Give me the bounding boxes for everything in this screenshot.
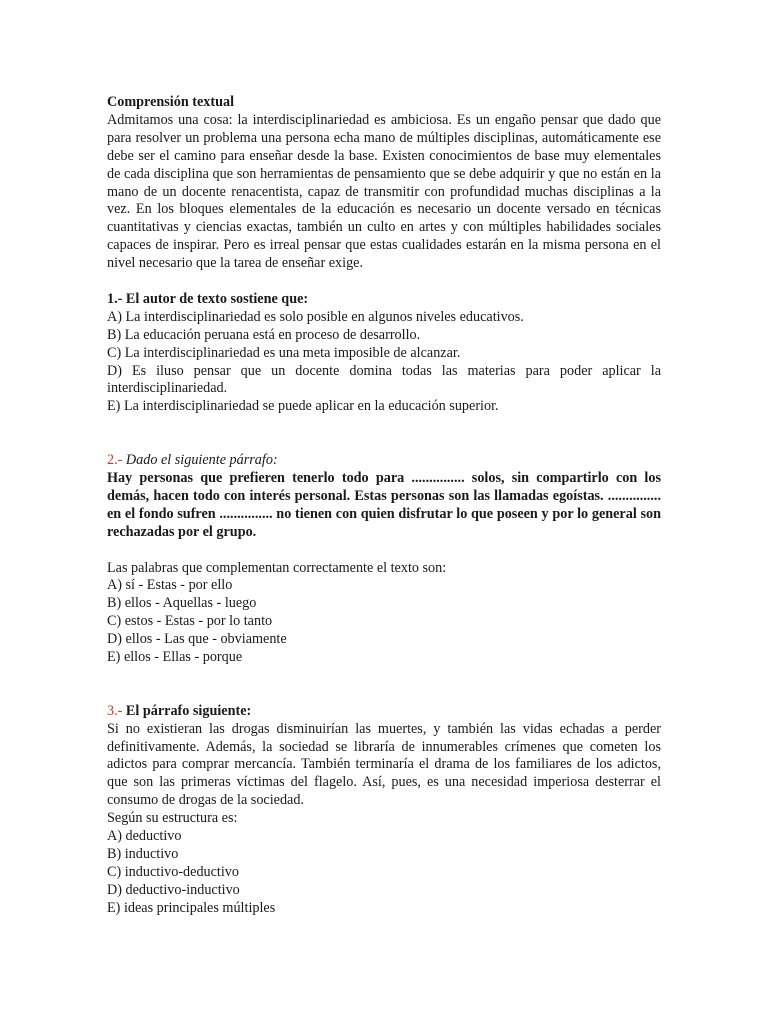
question-number: 2.- <box>107 452 123 469</box>
spacer <box>107 542 661 560</box>
option-b: B) ellos - Aquellas - luego <box>107 595 257 612</box>
document-page <box>107 94 661 918</box>
question-2 <box>107 452 661 667</box>
option-c: C) estos - Estas - por lo tanto <box>107 613 273 630</box>
option-a: A) sí - Estas - por ello <box>107 577 233 594</box>
section-heading: Comprensión textual <box>107 94 235 110</box>
intro-section <box>107 94 661 273</box>
option-e: E) ideas principales múltiples <box>107 899 276 916</box>
question-3 <box>107 703 661 918</box>
answer-options <box>107 828 661 918</box>
option-a: A) La interdisciplinariedad es solo posible en algunos niveles educativos. <box>107 308 524 325</box>
spacer <box>107 273 661 291</box>
option-d: D) deductivo-inductivo <box>107 881 240 898</box>
answer-options <box>107 577 661 667</box>
answer-options <box>107 309 661 416</box>
spacer <box>107 416 661 452</box>
spacer <box>107 667 661 703</box>
option-e: E) La interdisciplinariedad se puede aplicar en la educación superior. <box>107 398 499 415</box>
option-c: C) La interdisciplinariedad es una meta imposible de alcanzar. <box>107 344 461 361</box>
question-paragraph: Si no existieran las drogas disminuirían las muertes, y también las vidas echadas a perder definitivamente. Además, la sociedad se libraría de innumerables crímenes que cometen los adictos para comprar mercancía. También terminaría el drama de los familiares de los adictos, que son las primeras víctimas del flagelo. Así, pues, es una necesidad imperiosa desterrar el consumo de drogas de la sociedad. <box>107 720 661 809</box>
question-1 <box>107 291 661 416</box>
intro-paragraph: Admitamos una cosa: la interdisciplinariedad es ambiciosa. Es un engaño pensar que dado que para resolver un problema una persona echa mano de múltiples disciplinas, automáticamente ese debe ser el camino para enseñar desde la base. Existen conocimientos de base muy elementales de cada disciplina que son herramientas de pensamiento que se debe adquirir y que no están en la mano de un docente renacentista, capaz de transmitir con profundidad muchas disciplinas a la vez. En los bloques elementales de la educación es necesario un docente versado en técnicas cuantitativas y ciencias exactas, también un culto en artes y con múltiples habilidades sociales capaces de inspirar. Pero es irreal pensar que estas cualidades estarán en la misma persona en el nivel necesario que la tarea de enseñar exige. <box>107 111 661 272</box>
question-title <box>107 452 661 470</box>
question-title: 1.- El autor de texto sostiene que: <box>107 290 309 307</box>
option-d: D) ellos - Las que - obviamente <box>107 631 287 648</box>
question-prompt: Según su estructura es: <box>107 810 238 827</box>
option-e: E) ellos - Ellas - porque <box>107 649 243 666</box>
option-a: A) deductivo <box>107 828 182 845</box>
question-prompt: Las palabras que complementan correctamente el texto son: <box>107 559 447 576</box>
question-title-text: El párrafo siguiente: <box>122 702 252 719</box>
option-c: C) inductivo-deductivo <box>107 863 239 880</box>
question-number: 3.- <box>107 702 123 719</box>
question-title <box>107 703 661 721</box>
option-d: D) Es iluso pensar que un docente domina todas las materias para poder aplicar la interdisciplinariedad. <box>107 362 661 397</box>
option-b: B) inductivo <box>107 846 179 862</box>
question-title-text: Dado el siguiente párrafo: <box>122 452 278 469</box>
question-paragraph: Hay personas que prefieren tenerlo todo para ............... solos, sin compartirlo con los demás, hacen todo con interés personal. Estas personas son las llamadas egoístas. ............... en el fondo sufren ............... no tienen con quien disfrutar lo que poseen y por lo general son rechazadas por el grupo. <box>107 470 661 540</box>
option-b: B) La educación peruana está en proceso de desarrollo. <box>107 326 421 343</box>
